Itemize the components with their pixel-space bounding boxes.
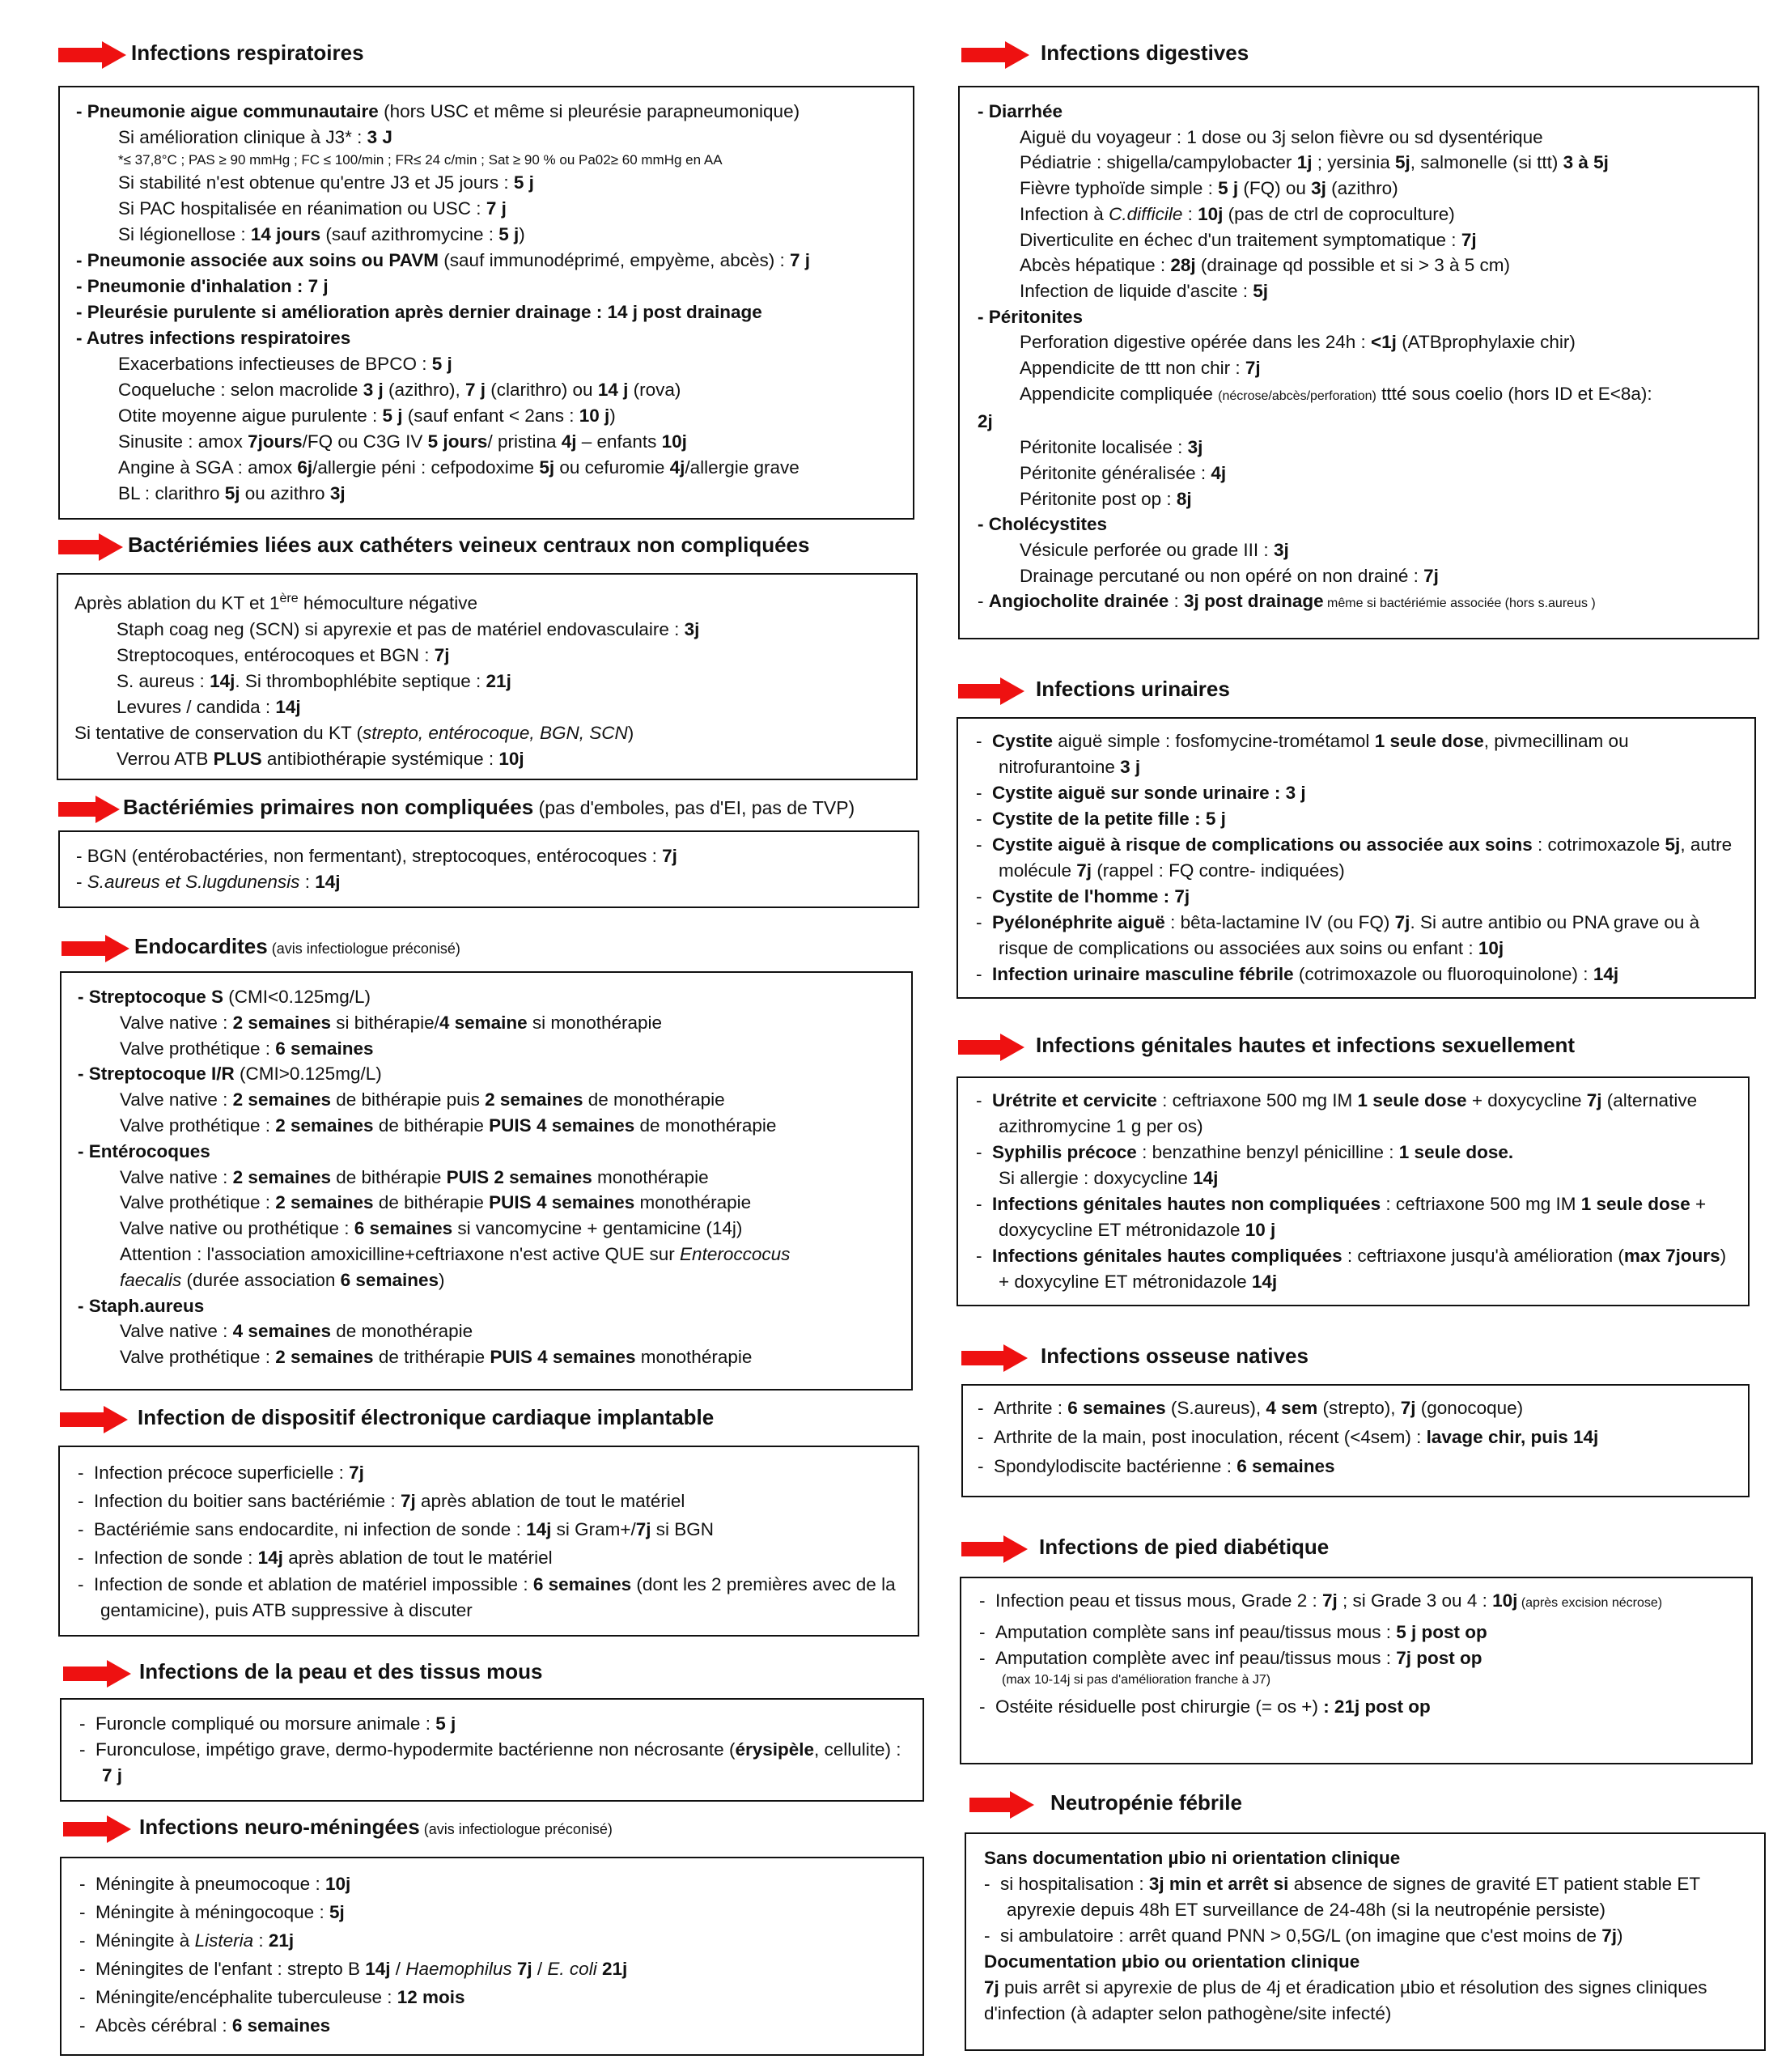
section-box: - Arthrite : 6 semaines (S.aureus), 4 sem (strepto), 7j (gonocoque) - Arthrite de la main, post inoculation, récent (<4sem) : lavage chir, puis 14j - Spondylodiscite bactérienne : 6 semaines <box>961 1384 1750 1497</box>
red-arrow-icon <box>960 1344 1029 1373</box>
section-title: Infections de pied diabétique <box>1039 1535 1330 1559</box>
section-title: Neutropénie fébrile <box>1050 1790 1242 1815</box>
section-box: - Pneumonie aigue communautaire (hors USC et même si pleurésie parapneumonique) Si amélioration clinique à J3* : 3 J *≤ 37,8°C ; PAS ≥ 90 mmHg ; FC ≤ 100/min ; FR≤ 24 c/min ; Sat ≥ 90 % ou Pa02≥ 60 mmHg en AA Si stabilité n'est obtenue qu'entre J3 et J5 jours : 5 j Si PAC hospitalisée en réanimation ou USC : 7 j Si légionellose : 14 jours (sauf azithromycine : 5 j) - Pneumonie associée aux soins ou PAVM (sauf immunodéprimé, empyème, abcès) : 7 j - Pneumonie d'inhalation : 7 j - Pleurésie purulente si amélioration après dernier drainage : 14 j post drainage - Autres infections respiratoires Exacerbations infectieuses de BPCO : 5 j Coqueluche : selon macrolide 3 j (azithro), 7 j (clarithro) ou 14 j (rova) Otite moyenne aigue purulente : 5 j (sauf enfant < 2ans : 10 j) Sinusite : amox 7jours/FQ ou C3G IV 5 jours/ pristina 4j – enfants 10j Angine à SGA : amox 6j/allergie péni : cefpodoxime 5j ou cefuromie 4j/allergie grave BL : clarithro 5j ou azithro 3j <box>58 86 914 520</box>
red-arrow-icon <box>968 1790 1036 1819</box>
section-title: Infection de dispositif électronique cardiaque implantable <box>138 1405 715 1429</box>
red-arrow-icon <box>957 1033 1026 1062</box>
red-arrow-icon <box>58 1405 129 1434</box>
section-title: Infections de la peau et des tissus mous <box>139 1659 543 1684</box>
section-box: - Urétrite et cervicite : ceftriaxone 500 mg IM 1 seule dose + doxycycline 7j (alternative azithromycine 1 g per os) - Syphilis précoce : benzathine benzyl pénicilline : 1 seule dose. Si allergie : doxycycline 14j - Infections génitales hautes non compliquées : ceftriaxone 500 mg IM 1 seule dose + doxycycline ET métronidazole 10 j - Infections génitales hautes compliquées : ceftriaxone jusqu'à amélioration (max 7jours) + doxycyline ET métronidazole 14j <box>957 1076 1750 1306</box>
section-box: - Furoncle compliqué ou morsure animale : 5 j - Furonculose, impétigo grave, dermo-hypodermite bactérienne non nécrosante (érysipèle, cellulite) : 7 j <box>60 1698 924 1802</box>
red-arrow-icon <box>960 1535 1029 1564</box>
section-box: - Streptocoque S (CMI<0.125mg/L) Valve native : 2 semaines si bithérapie/4 semaine si monothérapie Valve prothétique : 6 semaines - Streptocoque I/R (CMI>0.125mg/L) Valve native : 2 semaines de bithérapie puis 2 semaines de monothérapie Valve prothétique : 2 semaines de bithérapie PUIS 4 semaines de monothérapie - Entérocoques Valve native : 2 semaines de bithérapie PUIS 2 semaines monothérapie Valve prothétique : 2 semaines de bithérapie PUIS 4 semaines monothérapie Valve native ou prothétique : 6 semaines si vancomycine + gentamicine (14j) Attention : l'association amoxicilline+ceftriaxone n'est active QUE sur Enteroccocus faecalis (durée association 6 semaines) - Staph.aureus Valve native : 4 semaines de monothérapie Valve prothétique : 2 semaines de trithérapie PUIS 4 semaines monothérapie <box>60 971 913 1391</box>
section-box: - Diarrhée Aiguë du voyageur : 1 dose ou 3j selon fièvre ou sd dysentérique Pédiatrie : shigella/campylobacter 1j ; yersinia 5j, salmonelle (si ttt) 3 à 5j Fièvre typhoïde simple : 5 j (FQ) ou 3j (azithro) Infection à C.difficile : 10j (pas de ctrl de coproculture) Diverticulite en échec d'un traitement symptomatique : 7j Abcès hépatique : 28j (drainage qd possible et si > 3 à 5 cm) Infection de liquide d'ascite : 5j - Péritonites Perforation digestive opérée dans les 24h : <1j (ATBprophylaxie chir) Appendicite de ttt non chir : 7j Appendicite compliquée (nécrose/abcès/perforation) ttté sous coelio (hors ID et E<8a): 2j Péritonite localisée : 3j Péritonite généralisée : 4j Péritonite post op : 8j - Cholécystites Vésicule perforée ou grade III : 3j Drainage percutané ou non opéré on non drainé : 7j - Angiocholite drainée : 3j post drainage même si bactériémie associée (hors s.aureus ) <box>958 86 1759 639</box>
red-arrow-icon <box>62 1659 133 1688</box>
section-title: Infections osseuse natives <box>1041 1344 1309 1368</box>
section-box: - Méningite à pneumocoque : 10j - Méningite à méningocoque : 5j - Méningite à Listeria : 21j - Méningites de l'enfant : strepto B 14j / Haemophilus 7j / E. coli 21j - Méningite/encéphalite tuberculeuse : 12 mois - Abcès cérébral : 6 semaines <box>60 1857 924 2056</box>
section-title: Infections respiratoires <box>131 40 364 65</box>
section-box: - BGN (entérobactéries, non fermentant), streptocoques, entérocoques : 7j - S.aureus et S.lugdunensis : 14j <box>58 830 919 908</box>
section-box: - Cystite aiguë simple : fosfomycine-trométamol 1 seule dose, pivmecillinam ou nitrofurantoine 3 j - Cystite aiguë sur sonde urinaire : 3 j - Cystite de la petite fille : 5 j - Cystite aiguë à risque de complications ou associée aux soins : cotrimoxazole 5j, autre molécule 7j (rappel : FQ contre- indiquées) - Cystite de l'homme : 7j - Pyélonéphrite aiguë : bêta-lactamine IV (ou FQ) 7j. Si autre antibio ou PNA grave ou à risque de complications ou associées aux soins ou enfant : 10j - Infection urinaire masculine fébrile (cotrimoxazole ou fluoroquinolone) : 14j <box>957 717 1756 999</box>
section-title: Endocardites (avis infectiologue préconisé) <box>134 934 460 958</box>
section-title: Bactériémies liées aux cathéters veineux centraux non compliquées <box>128 533 810 557</box>
red-arrow-icon <box>57 40 128 70</box>
section-title: Infections génitales hautes et infections sexuellement <box>1036 1033 1576 1057</box>
section-box: - Infection peau et tissus mous, Grade 2 : 7j ; si Grade 3 ou 4 : 10j (après excision nécrose) - Amputation complète sans inf peau/tissus mous : 5 j post op - Amputation complète avec inf peau/tissus mous : 7j post op (max 10-14j si pas d'amélioration franche à J7) - Ostéite résiduelle post chirurgie (= os +) : 21j post op <box>960 1577 1753 1764</box>
red-arrow-icon <box>957 677 1026 706</box>
red-arrow-icon <box>960 40 1031 70</box>
section-box: Sans documentation µbio ni orientation clinique - si hospitalisation : 3j min et arrêt si absence de signes de gravité ET patient stable ET apyrexie depuis 48h ET surveillance de 24-48h (si la neutropénie persiste) - si ambulatoire : arrêt quand PNN > 0,5G/L (on imagine que c'est moins de 7j) Documentation µbio ou orientation clinique 7j puis arrêt si apyrexie de plus de 4j et éradication µbio et résolution des signes cliniques d'infection (à adapter selon pathogène/site infecté) <box>965 1832 1766 2051</box>
section-title: Bactériémies primaires non compliquées (pas d'emboles, pas d'EI, pas de TVP) <box>123 795 855 819</box>
red-arrow-icon <box>57 533 125 562</box>
section-box: Après ablation du KT et 1ère hémoculture négative Staph coag neg (SCN) si apyrexie et pas de matériel endovasculaire : 3j Streptocoques, entérocoques et BGN : 7j S. aureus : 14j. Si thrombophlébite septique : 21j Levures / candida : 14j Si tentative de conservation du KT (strepto, entérocoque, BGN, SCN) Verrou ATB PLUS antibiothérapie systémique : 10j <box>57 573 918 780</box>
red-arrow-icon <box>60 934 131 963</box>
section-title: Infections neuro-méningées (avis infectiologue préconisé) <box>139 1815 613 1839</box>
red-arrow-icon <box>57 795 121 824</box>
red-arrow-icon <box>62 1815 133 1844</box>
section-title: Infections urinaires <box>1036 677 1230 701</box>
section-title: Infections digestives <box>1041 40 1249 65</box>
section-box: - Infection précoce superficielle : 7j - Infection du boitier sans bactériémie : 7j après ablation de tout le matériel - Bactériémie sans endocardite, ni infection de sonde : 14j si Gram+/7j si BGN - Infection de sonde : 14j après ablation de tout le matériel - Infection de sonde et ablation de matériel impossible : 6 semaines (dont les 2 premières avec de la gentamicine), puis ATB suppressive à discuter <box>58 1446 919 1637</box>
footnote: *≤ 37,8°C ; PAS ≥ 90 mmHg ; FC ≤ 100/min ; FR≤ 24 c/min ; Sat ≥ 90 % ou Pa02≥ 60 mmHg en AA <box>118 152 723 168</box>
